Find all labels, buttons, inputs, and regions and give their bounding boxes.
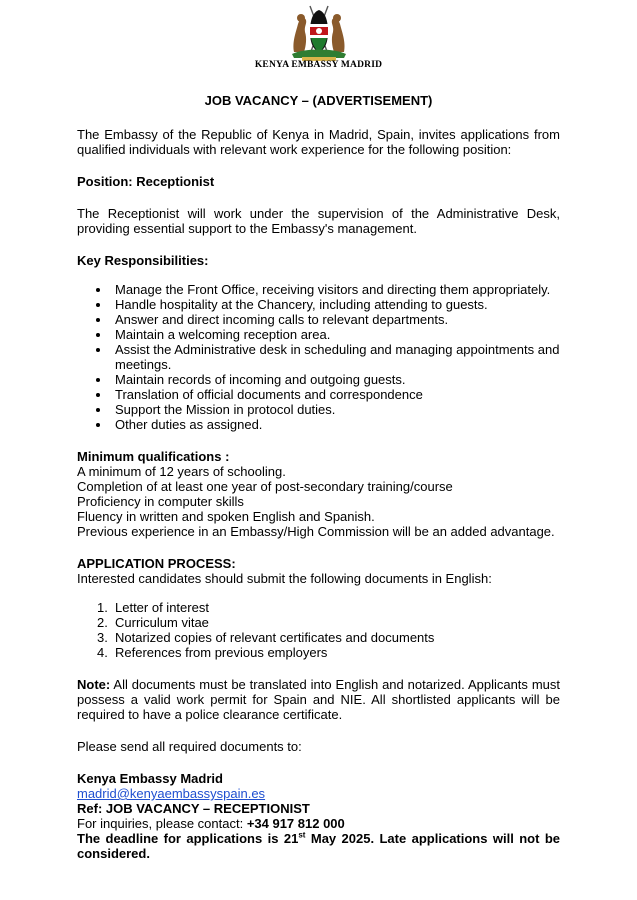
contact-name: Kenya Embassy Madrid: [77, 771, 223, 786]
list-item: [77, 615, 560, 630]
document-body: [77, 127, 560, 861]
position-heading: Position: Receptionist: [77, 174, 215, 189]
qualification-line: A minimum of 12 years of schooling.: [77, 464, 286, 479]
application-heading: APPLICATION PROCESS:: [77, 556, 236, 571]
list-number: 4.: [97, 645, 108, 660]
list-text: Curriculum vitae: [115, 615, 209, 630]
qualification-line: Completion of at least one year of post-secondary training/course: [77, 479, 453, 494]
phone-number: +34 917 812 000: [246, 816, 345, 831]
list-item: Maintain a welcoming reception area.: [77, 327, 560, 342]
list-number: 3.: [97, 630, 108, 645]
list-item: Maintain records of incoming and outgoing guests.: [77, 372, 560, 387]
qualification-line: Previous experience in an Embassy/High Commission will be an added advantage.: [77, 524, 555, 539]
list-item: Translation of official documents and correspondence: [77, 387, 560, 402]
application-intro: Interested candidates should submit the following documents in English:: [77, 571, 492, 586]
deadline-suffix: May 2025. Late applications will not be considered.: [77, 831, 561, 861]
list-item: Handle hospitality at the Chancery, including attending to guests.: [77, 297, 560, 312]
list-text: Letter of interest: [115, 600, 209, 615]
note-text: All documents must be translated into English and notarized. Applicants must possess a valid work permit for Spain and NIE. All shortlisted applicants will be required to have a police clearance certificate.: [77, 677, 560, 722]
list-item: [77, 645, 560, 660]
qualification-line: Proficiency in computer skills: [77, 494, 244, 509]
kenya-coat-of-arms-icon: [288, 2, 350, 62]
deadline-ordinal: st: [298, 830, 306, 840]
list-item: Assist the Administrative desk in scheduling and managing appointments and meetings.: [77, 342, 560, 372]
note-label: Note:: [77, 677, 111, 692]
list-item: Support the Mission in protocol duties.: [77, 402, 560, 417]
list-item: Answer and direct incoming calls to relevant departments.: [77, 312, 560, 327]
list-item: [77, 630, 560, 645]
list-text: References from previous employers: [115, 645, 328, 660]
list-number: 2.: [97, 615, 108, 630]
intro-paragraph: The Embassy of the Republic of Kenya in Madrid, Spain, invites applications from qualified individuals with relevant work experience for the following position:: [77, 127, 560, 157]
documents-list: [77, 600, 560, 660]
list-item: [77, 600, 560, 615]
responsibilities-list: [77, 282, 560, 432]
qualifications-heading: Minimum qualifications :: [77, 449, 230, 464]
page-title: JOB VACANCY – (ADVERTISEMENT): [204, 93, 433, 108]
email-link[interactable]: madrid@kenyaembassyspain.es: [77, 786, 266, 801]
reference-line: Ref: JOB VACANCY – RECEPTIONIST: [77, 801, 310, 816]
inquiries-line: [77, 816, 560, 831]
embassy-name: KENYA EMBASSY MADRID: [254, 60, 383, 70]
position-description: The Receptionist will work under the supervision of the Administrative Desk, providing essential support to the Embassy's management.: [77, 206, 560, 236]
list-item: Other duties as assigned.: [77, 417, 560, 432]
list-item: Manage the Front Office, receiving visitors and directing them appropriately.: [77, 282, 560, 297]
list-number: 1.: [97, 600, 108, 615]
responsibilities-heading: Key Responsibilities:: [77, 253, 209, 268]
deadline-prefix: The deadline for applications is 21: [77, 831, 299, 846]
note-paragraph: [77, 677, 560, 722]
list-text: Notarized copies of relevant certificates and documents: [115, 630, 435, 645]
inquiries-label: For inquiries, please contact:: [77, 816, 247, 831]
send-to-line: Please send all required documents to:: [77, 739, 302, 754]
deadline-paragraph: [77, 831, 560, 861]
qualification-line: Fluency in written and spoken English and Spanish.: [77, 509, 375, 524]
